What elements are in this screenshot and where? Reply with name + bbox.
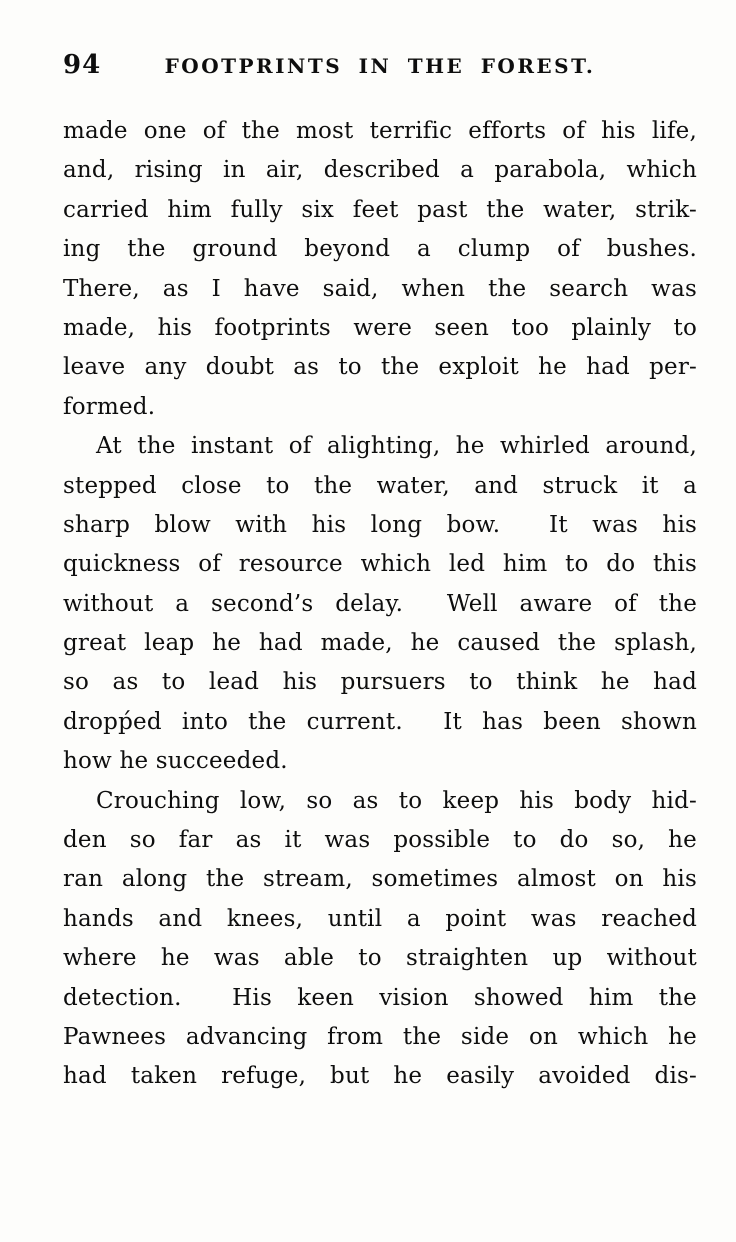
text-line: so as to lead his pursuers to think he had	[63, 669, 697, 696]
text-line: Crouching low, so as to keep his body hid-	[96, 787, 697, 814]
text-line: sharp blow with his long bow. It was his	[63, 511, 697, 538]
text-line: carried him fully six feet past the water, strik-	[63, 196, 697, 223]
text-line: how he succeeded.	[63, 748, 288, 775]
text-line: stepped close to the water, and struck it a	[63, 472, 697, 499]
text-line: made one of the most terrific efforts of his life,	[63, 118, 697, 144]
text-line: ing the ground beyond a clump of bushes.	[63, 236, 697, 263]
text-line: had taken refuge, but he easily avoided dis-	[63, 1063, 697, 1090]
text-line: great leap he had made, he caused the splash,	[63, 630, 697, 657]
text-line: and, rising in air, described a parabola, which	[63, 157, 697, 184]
page-number: 94	[63, 50, 102, 80]
page-header	[63, 50, 697, 80]
text-line: ran along the stream, sometimes almost on his	[63, 866, 697, 893]
text-line: Pawnees advancing from the side on which he	[63, 1023, 697, 1050]
text-line: detection. His keen vision showed him the	[63, 984, 697, 1011]
text-line: made, his footprints were seen too plainly to	[63, 314, 697, 341]
text-line: where he was able to straighten up without	[63, 945, 697, 972]
text-line: den so far as it was possible to do so, he	[63, 827, 697, 854]
running-title: FOOTPRINTS IN THE FOREST.	[164, 54, 596, 78]
text-line: quickness of resource which led him to do this	[63, 551, 697, 578]
text-line: There, as I have said, when the search was	[63, 275, 697, 302]
page-body	[63, 112, 697, 1097]
text-line: without a second’s delay. Well aware of the	[63, 590, 697, 617]
text-line: hands and knees, until a point was reached	[63, 905, 697, 932]
text-line: At the instant of alighting, he whirled around,	[96, 433, 697, 460]
text-line: dropṕed into the current. It has been shown	[63, 708, 697, 735]
text-line: formed.	[63, 393, 156, 420]
text-line: leave any doubt as to the exploit he had per-	[63, 354, 697, 381]
